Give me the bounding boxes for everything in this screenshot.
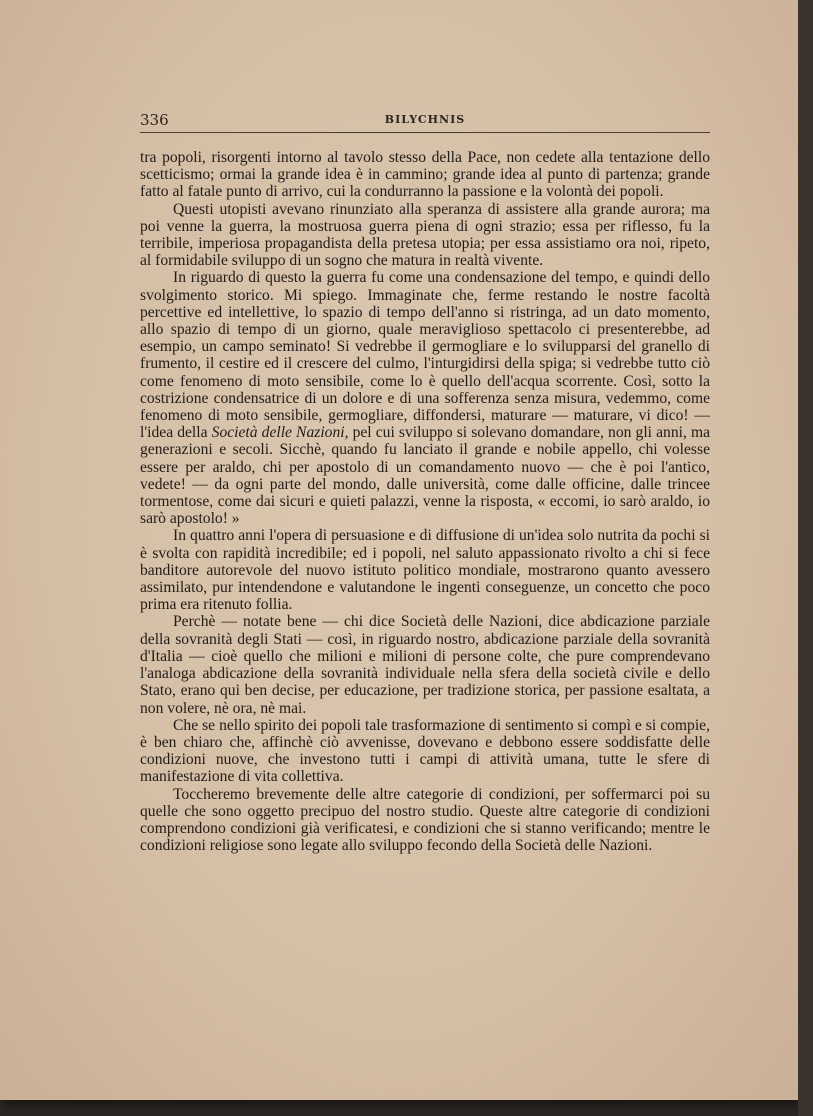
paragraph-3-text-before: In riguardo di questo la guerra fu come una condensazione del tempo, e quindi dello svolgimento storico. Mi spiego. Immaginate che, ferme restando le nostre facoltà percettive ed intellettive, lo spazio di tempo dell'anno si ristringa, ad un dato momento, allo spazio di tempo di un giorno, quale meraviglioso spettacolo ci presenterebbe, ad esempio, un campo seminato! Si vedrebbe il germogliare e lo svilupparsi del granello di frumento, il cestire ed il crescere del culmo, l'inturgidirsi della spiga; si vedrebbe tutto ciò come fenomeno di moto sensibile, come lo è quello dell'acqua scorrente. Così, sotto la costrizione condensatrice di un dolore e di una sofferenza senza misura, vedemmo, come fenomeno di moto sensibile, germogliare, diffondersi, maturare — maturare, vi dico! — l'idea della — [140, 269, 710, 442]
paragraph-4: In quattro anni l'opera di persuasione e di diffusione di un'idea solo nutrita da pochi si è svolta con rapidità incredibile; ed i popoli, nel saluto appassionato rivolto a chi si fece banditore autorevole del nuovo istituto politico mondiale, mostrarono quanto avessero assimilato, pur intendendone e valutandone le ingenti conseguenze, un concetto che poco prima era ritenuto follia. — [140, 527, 710, 614]
paragraph-1: tra popoli, risorgenti intorno al tavolo stesso della Pace, non cedete alla tentazione dello scetticismo; ormai la grande idea è in cammino; grande idea al punto di partenza; grande fatto al fatale punto di arrivo, cui la condurranno la passione e la volontà dei popoli. — [140, 149, 710, 201]
header-rule — [140, 132, 710, 133]
paragraph-3-text-after: , pel cui sviluppo si solevano domandare, non gli anni, ma generazioni e secoli. Sicchè, quando fu lanciato il grande e nobile appello, chi volesse essere per araldo, chi per apostolo di un comandamento nuovo — che è poi l'antico, vedete! — da ogni parte del mondo, dalle università, come dalle officine, dalle trincee tormentose, come dai sicuri e quieti palazzi, venne la risposta, « eccomi, io sarò araldo, io sarò apostolo! » — [140, 424, 710, 528]
running-title: BILYCHNIS — [384, 113, 466, 126]
paragraph-7: Toccheremo brevemente delle altre categorie di condizioni, per soffermarci poi su quelle che sono oggetto precipuo del nostro studio. Queste altre categorie di condizioni comprendono condizioni già verificatesi, e condizioni che si stanno verificando; mentre le condizioni religiose sono legate allo sviluppo fecondo della Società delle Nazioni. — [140, 785, 710, 855]
page-number: 336 — [140, 111, 169, 129]
paragraph-3 — [140, 269, 710, 527]
body-text — [140, 149, 710, 854]
paragraph-5: Perchè — notate bene — chi dice Società delle Nazioni, dice abdicazione parziale della sovranità degli Stati — così, in riguardo nostro, abdicazione parziale della sovranità d'Italia — cioè quello che milioni e milioni di persone colte, che pure comprendevano l'analoga abdicazione della sovranità individuale nella sfera della società civile e dello Stato, erano qui ben decise, per educazione, per tradizione storica, per passione esaltata, a non volere, nè ora, nè mai. — [140, 613, 710, 717]
italic-title: Società delle Nazioni — [211, 424, 345, 442]
page-header — [140, 111, 710, 133]
page-edge-shadow — [798, 0, 813, 1116]
paragraph-2: Questi utopisti avevano rinunziato alla speranza di assistere alla grande aurora; ma poi venne la guerra, la mostruosa guerra piena di ogni strazio; essa per riflesso, fu la terribile, imperiosa propagandista della pretesa utopia; per essa assistiamo ora noi, ripeto, al formidabile sviluppo di un sogno che matura in realtà vivente. — [140, 200, 710, 270]
paragraph-6: Che se nello spirito dei popoli tale trasformazione di sentimento si compì e si compie, è ben chiaro che, affinchè ciò avvenisse, dovevano e debbono essere soddisfatte delle condizioni nuove, che investono tutti i campi di attività umana, tutte le sfere di manifestazione di vita collettiva. — [140, 716, 710, 786]
